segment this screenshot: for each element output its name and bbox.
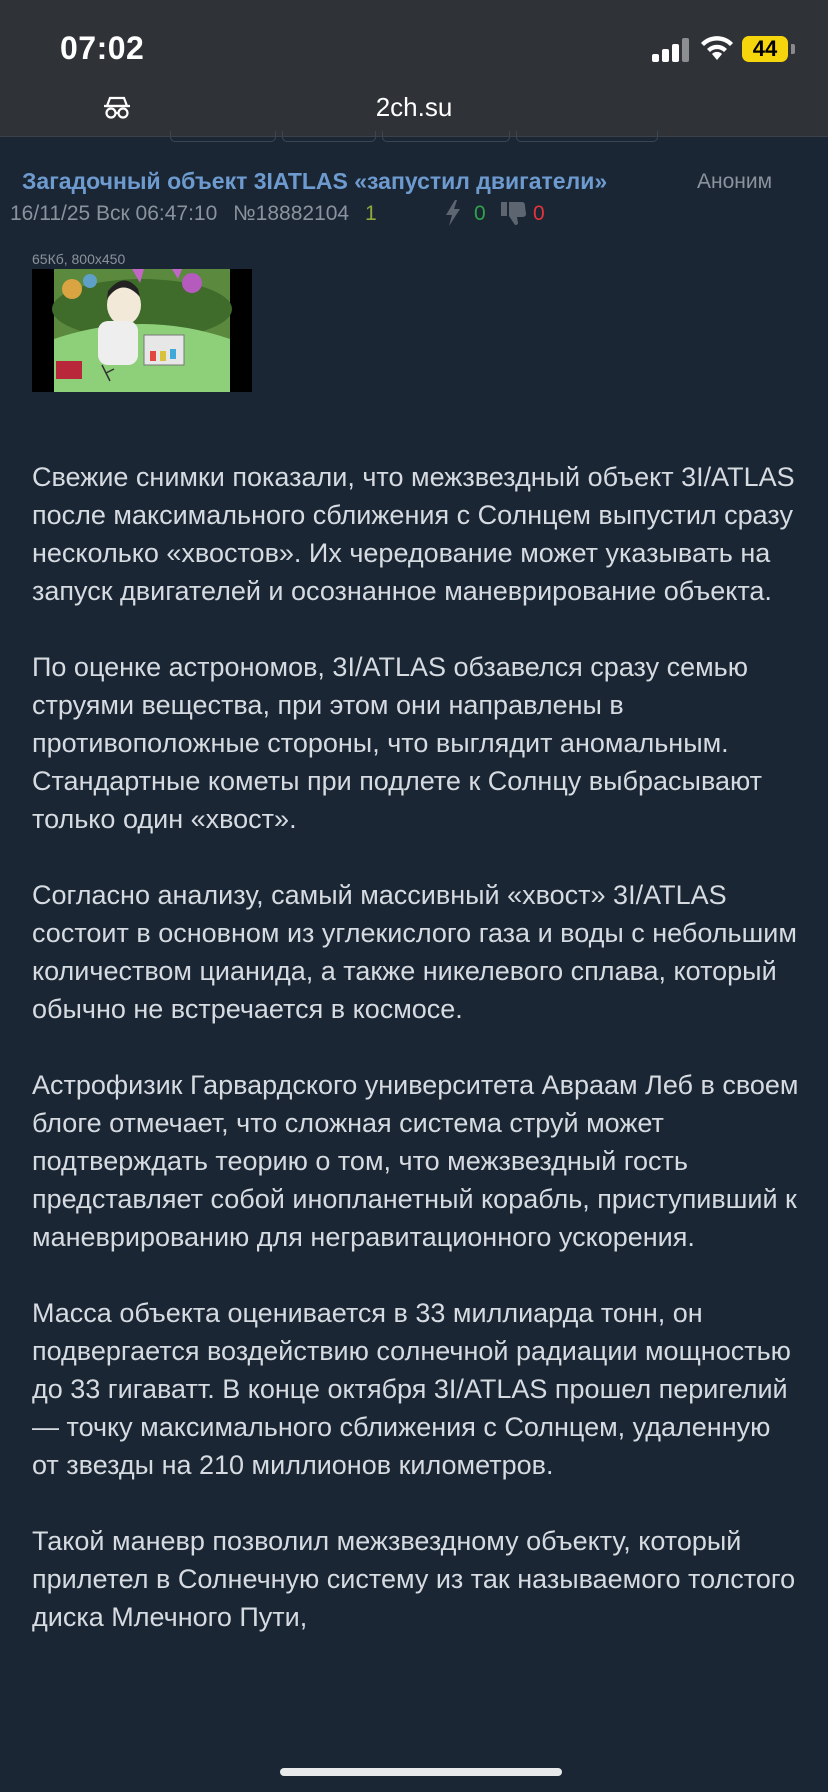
board-tab[interactable]: [170, 131, 276, 142]
board-tabs-strip: [0, 137, 828, 145]
url-text[interactable]: 2ch.su: [375, 92, 453, 122]
battery-icon: 44: [742, 36, 788, 62]
bolt-icon[interactable]: [444, 199, 462, 227]
post-image-thumbnail[interactable]: [32, 269, 252, 392]
post-meta: [10, 202, 377, 230]
post-date: 16/11/25 Вск 06:47:10: [10, 202, 218, 225]
post-author: Аноним: [697, 170, 773, 193]
status-time: 07:02: [60, 30, 145, 66]
cartoon-illustration: [32, 269, 252, 392]
thumbs-down-icon[interactable]: [500, 200, 528, 226]
battery-nub: [791, 44, 795, 54]
post-paragraph: По оценке астрономов, 3I/ATLAS обзавелся сразу семью струями вещества, при этом они направлены в противоположные стороны, что выглядит аномальным. Стандартные кометы при подлете к Солнцу выбрасывают только один «хвост».: [32, 652, 763, 834]
post-title: Загадочный объект 3IATLAS «запустил двигатели»: [22, 168, 608, 194]
post-paragraph: Свежие снимки показали, что межзвездный объект 3I/ATLAS после максимального сближения с Солнцем выпустил сразу несколько «хвостов». Их чередование может указывать на запуск двигателей и осознанное маневрирование объекта.: [32, 462, 795, 606]
post-number[interactable]: №18882104: [233, 202, 350, 225]
home-indicator[interactable]: [280, 1768, 562, 1776]
post-paragraph: Астрофизик Гарвардского университета Авраам Леб в своем блоге отмечает, что сложная система струй может подтверждать теорию о том, что межзвездный гость представляет собой инопланетный корабль, приступивший к маневрированию для негравитационного ускорения.: [32, 1070, 799, 1252]
post-body: [32, 458, 802, 1674]
reply-count[interactable]: 1: [364, 202, 377, 225]
browser-url-bar[interactable]: [0, 78, 828, 137]
wifi-icon: [700, 34, 734, 62]
like-count[interactable]: 0: [474, 202, 486, 225]
board-tab[interactable]: [382, 131, 510, 142]
file-info: 65Кб, 800x450: [32, 251, 126, 267]
board-tab[interactable]: [516, 131, 658, 142]
post-paragraph: Такой маневр позволил межзвездному объекту, который прилетел в Солнечную систему из так называемого толстого диска Млечного Пути,: [32, 1526, 796, 1632]
dislike-count[interactable]: 0: [533, 202, 545, 225]
post-paragraph: Масса объекта оценивается в 33 миллиарда тонн, он подвергается воздействию солнечной радиации мощностью до 33 гигаватт. В конце октября 3I/ATLAS прошел перигелий — точку максимального сближения с Солнцем, удаленную от звезды на 210 миллионов километров.: [32, 1298, 791, 1480]
board-tab[interactable]: [282, 131, 376, 142]
post-paragraph: Согласно анализу, самый массивный «хвост» 3I/ATLAS состоит в основном из углекислого газа и воды с небольшим количеством цианида, а также никелевого сплава, который обычно не встречается в космосе.: [32, 880, 797, 1024]
signal-icon: [652, 38, 692, 62]
